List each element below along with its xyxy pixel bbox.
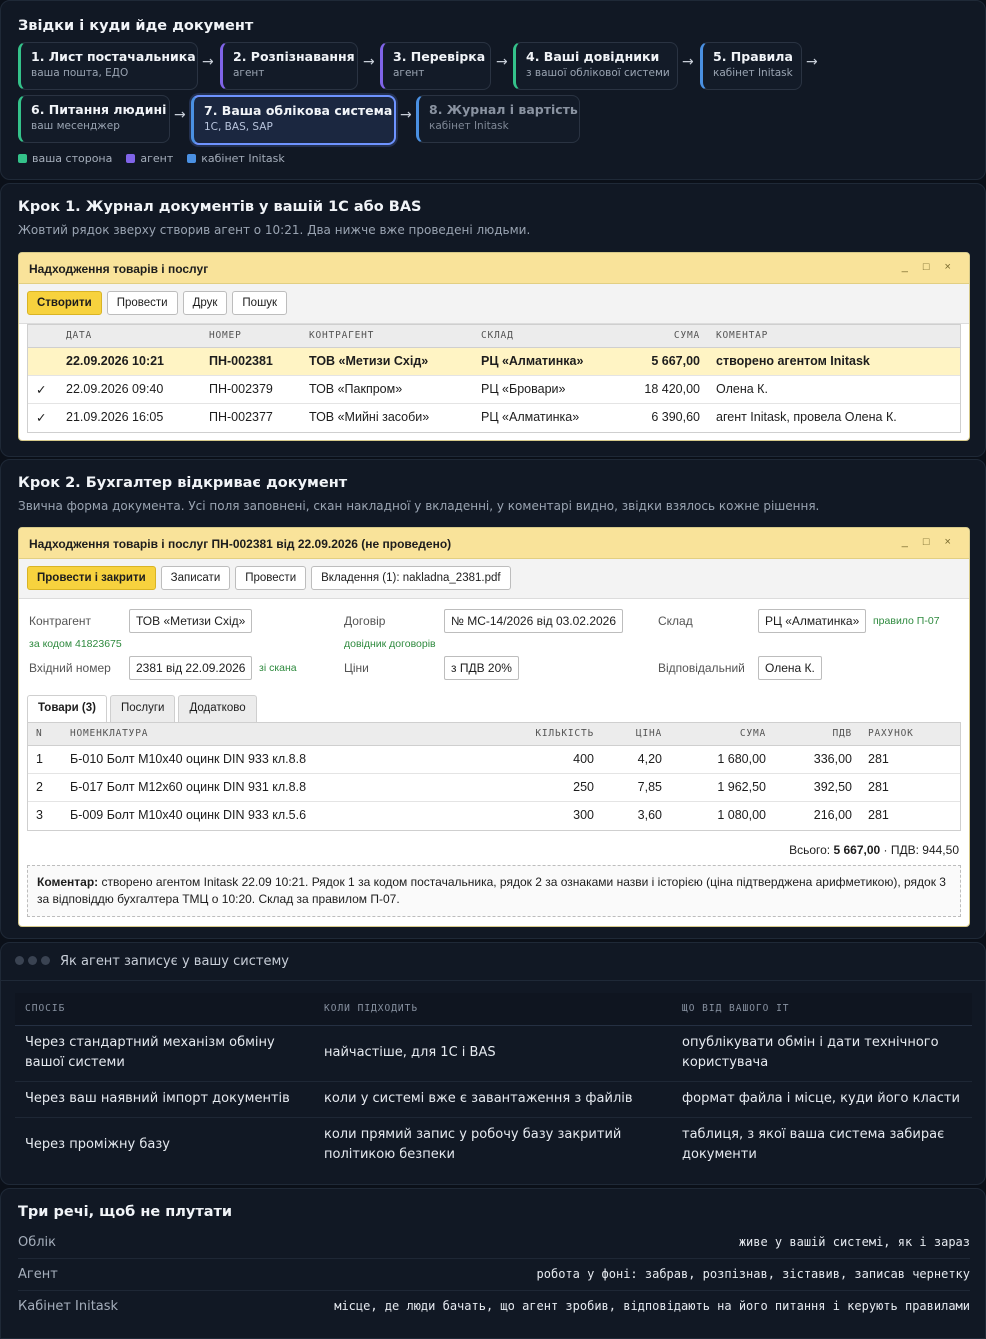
cell: 250 xyxy=(472,773,602,801)
col-header: РАХУНОК xyxy=(860,723,960,745)
post-button[interactable]: Провести xyxy=(235,566,306,590)
flow-node-sub: агент xyxy=(233,67,265,79)
post-and-close-button[interactable]: Провести і закрити xyxy=(27,566,156,590)
window-title: Надходження товарів і послуг _ □ × xyxy=(19,253,969,284)
step1-section xyxy=(0,183,986,457)
table-row[interactable] xyxy=(28,347,960,375)
toolbar xyxy=(19,284,969,324)
check-icon xyxy=(28,347,58,375)
search-button[interactable]: Пошук xyxy=(232,291,287,315)
flow-node-title: 3. Перевірка xyxy=(393,49,486,64)
three-key: Агент xyxy=(18,1267,58,1282)
col-header: НОМЕР xyxy=(201,325,301,347)
cell: формат файла і місце, куди його класти xyxy=(672,1081,972,1117)
print-button[interactable]: Друк xyxy=(183,291,228,315)
flow-node-sub: з вашої облікової системи xyxy=(526,67,670,79)
goods-table xyxy=(27,722,961,831)
flow-node-title: 8. Журнал і вартість xyxy=(429,102,578,117)
window-title: Надходження товарів і послуг ПН-002381 від 22.09.2026 (не проведено) _ □ × xyxy=(19,528,969,559)
cell: 1 xyxy=(28,745,62,773)
flow-node-sub: 1С, BAS, SAP xyxy=(204,121,273,133)
cell: 4,20 xyxy=(602,745,670,773)
write-methods-table xyxy=(15,993,972,1173)
cell: Через проміжну базу xyxy=(25,1137,170,1153)
flow-node-sub: кабінет Initask xyxy=(713,67,793,79)
cell: 18 420,00 xyxy=(603,375,708,403)
cell: 281 xyxy=(860,745,960,773)
flow-section xyxy=(0,0,986,180)
flow-node-title: 7. Ваша облікова система xyxy=(204,103,393,118)
col-header: КІЛЬКІСТЬ xyxy=(472,723,602,745)
cell: 6 390,60 xyxy=(651,410,700,425)
arrow-icon: → xyxy=(202,54,214,70)
table-row xyxy=(15,1117,972,1173)
tab-additional[interactable]: Додатково xyxy=(178,695,256,722)
cell: 216,00 xyxy=(813,808,852,823)
cell: Через ваш наявний імпорт документів xyxy=(15,1081,314,1117)
col-header: ЦІНА xyxy=(602,723,670,745)
cell: агент Initask, провела Олена К. xyxy=(716,410,897,425)
cell: 1 080,00 xyxy=(717,808,766,823)
flow-node-sub: ваш месенджер xyxy=(31,120,120,132)
flow-node-title: 4. Ваші довідники xyxy=(526,49,660,64)
journal-window xyxy=(18,252,970,441)
table-row[interactable] xyxy=(28,745,960,773)
flow-legend xyxy=(18,152,285,165)
cell: 1 962,50 xyxy=(670,773,774,801)
step2-subtitle: Звична форма документа. Усі поля заповнені, скан накладної у вкладенні, у коментарі видно, звідки взялось кожне рішення. xyxy=(18,499,820,513)
cell: Б-010 Болт М10х40 оцинк DIN 933 кл.8.8 xyxy=(62,745,472,773)
responsible-label: Відповідальний xyxy=(658,661,745,675)
col-header: КОНТРАГЕНТ xyxy=(301,325,473,347)
tab-services[interactable]: Послуги xyxy=(110,695,176,722)
legend-item: агент xyxy=(126,152,173,165)
tabs xyxy=(27,695,257,722)
flow-node-8[interactable] xyxy=(416,95,580,143)
three-item xyxy=(18,1291,970,1323)
table-row xyxy=(15,1081,972,1117)
step2-section xyxy=(0,459,986,939)
cell: ТОВ «Пакпром» xyxy=(301,375,473,403)
window-dot-icon xyxy=(15,956,24,965)
table-row[interactable] xyxy=(28,375,960,403)
flow-node-title: 1. Лист постачальника xyxy=(31,49,196,64)
document-total: Всього: 5 667,00 · ПДВ: 944,50 xyxy=(789,843,959,857)
cell: 300 xyxy=(573,808,594,823)
flow-node-6[interactable] xyxy=(18,95,170,143)
cell: опублікувати обмін і дати технічного користувача xyxy=(672,1025,972,1081)
prices-label: Ціни xyxy=(344,661,369,675)
flow-node-title: 2. Розпізнавання xyxy=(233,49,355,64)
step1-subtitle: Жовтий рядок зверху створив агент о 10:21. Два нижче вже проведені людьми. xyxy=(18,223,531,237)
flow-node-sub: ваша пошта, ЕДО xyxy=(31,67,129,79)
table-row[interactable] xyxy=(28,773,960,801)
window-dot-icon xyxy=(41,956,50,965)
flow-node-title: 5. Правила xyxy=(713,49,793,64)
counterparty-label: Контрагент xyxy=(29,614,92,628)
incoming-label: Вхідний номер xyxy=(29,661,111,675)
cell: ТОВ «Мийні засоби» xyxy=(309,410,430,425)
arrow-icon: → xyxy=(174,107,186,123)
counterparty-note: за кодом 41823675 xyxy=(29,638,122,650)
cell: РЦ «Алматинка» xyxy=(481,410,580,425)
three-value: місце, де люди бачать, що агент зробив, відповідають на його питання і керують правилами xyxy=(334,1299,970,1313)
responsible-field[interactable]: Олена К. xyxy=(758,656,822,680)
col-header: КОМЕНТАР xyxy=(708,325,960,347)
legend-item: кабінет Initask xyxy=(187,152,285,165)
write-section xyxy=(0,942,986,1185)
table-row xyxy=(15,1025,972,1081)
step1-title: Крок 1. Журнал документів у вашій 1С або BAS xyxy=(18,199,422,215)
cell: таблиця, з якої ваша система забирає документи xyxy=(682,1127,945,1163)
cell: 3,60 xyxy=(637,808,662,823)
cell: ПН-002381 xyxy=(201,347,301,375)
three-item xyxy=(18,1227,970,1259)
incoming-note: зі скана xyxy=(259,662,297,674)
arrow-icon: → xyxy=(400,107,412,123)
cell: 22.09.2026 09:40 xyxy=(58,375,201,403)
arrow-icon: → xyxy=(806,54,818,70)
window-dot-icon xyxy=(28,956,37,965)
col-header: СПОСІБ xyxy=(15,993,314,1025)
cell: 7,85 xyxy=(602,773,670,801)
flow-node-sub: агент xyxy=(393,67,425,79)
col-header: ЩО ВІД ВАШОГО ІТ xyxy=(672,993,972,1025)
cell: 22.09.2026 10:21 xyxy=(58,347,201,375)
cell: 400 xyxy=(472,745,602,773)
cell: 392,50 xyxy=(774,773,860,801)
cell: Через стандартний механізм обміну вашої системи xyxy=(15,1025,314,1081)
three-title: Три речі, щоб не плутати xyxy=(18,1204,233,1220)
three-item xyxy=(18,1259,970,1291)
three-key: Облік xyxy=(18,1235,57,1250)
cell: РЦ «Бровари» xyxy=(473,375,603,403)
arrow-icon: → xyxy=(363,54,375,70)
contract-label: Договір xyxy=(344,614,386,628)
arrow-icon: → xyxy=(682,54,694,70)
cell: ПН-002379 xyxy=(201,375,301,403)
cell: створено агентом Initask xyxy=(708,347,960,375)
cell: 3 xyxy=(36,808,43,823)
flow-node-1[interactable] xyxy=(18,42,198,90)
counterparty-field[interactable]: ТОВ «Метизи Схід» xyxy=(129,609,252,633)
cell: 5 667,00 xyxy=(603,347,708,375)
toolbar xyxy=(19,559,969,599)
col-header: КОЛИ ПІДХОДИТЬ xyxy=(314,993,672,1025)
create-button[interactable]: Створити xyxy=(27,291,102,315)
cell: РЦ «Алматинка» xyxy=(473,347,603,375)
col-header: СУМА xyxy=(603,325,708,347)
document-window xyxy=(18,527,970,927)
cell: 1 680,00 xyxy=(670,745,774,773)
col-header: НОМЕНКЛАТУРА xyxy=(62,723,472,745)
save-button[interactable]: Записати xyxy=(161,566,231,590)
contract-note: довідник договорів xyxy=(344,638,436,650)
flow-node-5[interactable] xyxy=(700,42,802,90)
col-header: СУМА xyxy=(670,723,774,745)
cell: 281 xyxy=(860,773,960,801)
cell: ПН-002377 xyxy=(209,410,273,425)
cell: 281 xyxy=(868,808,889,823)
warehouse-field[interactable]: РЦ «Алматинка» xyxy=(758,609,866,633)
col-header xyxy=(28,325,58,347)
prices-field[interactable]: з ПДВ 20% xyxy=(444,656,519,680)
flow-node-sub: кабінет Initask xyxy=(429,120,509,132)
arrow-icon: → xyxy=(496,54,508,70)
window-controls-icon[interactable]: _ □ × xyxy=(901,536,957,548)
warehouse-note: правило П-07 xyxy=(873,615,940,627)
step2-title: Крок 2. Бухгалтер відкриває документ xyxy=(18,475,348,491)
three-section xyxy=(0,1188,986,1339)
flow-node-7[interactable] xyxy=(191,95,396,145)
incoming-field[interactable]: 2381 від 22.09.2026 xyxy=(129,656,252,680)
cell: коли у системі вже є завантаження з файлів xyxy=(314,1081,672,1117)
col-header: ПДВ xyxy=(774,723,860,745)
col-header: N xyxy=(28,723,62,745)
cell: Б-009 Болт М10х40 оцинк DIN 933 кл.5.6 xyxy=(70,808,307,823)
three-key: Кабінет Initask xyxy=(18,1299,119,1314)
cell: Б-017 Болт М12х60 оцинк DIN 931 кл.8.8 xyxy=(62,773,472,801)
three-value: робота у фоні: забрав, розпізнав, зіставив, записав чернетку xyxy=(536,1267,970,1281)
col-header: ДАТА xyxy=(58,325,201,347)
comment-box: Коментар: створено агентом Initask 22.09 10:21. Рядок 1 за кодом постачальника, рядок 2 за ознаками назви і історією (ціна підтверджена арифметикою), рядок 3 за відповіддю бухгалтера ТМЦ о 10:20. Склад за правилом П-07. xyxy=(27,865,961,917)
flow-node-4[interactable] xyxy=(513,42,678,90)
cell: 21.09.2026 16:05 xyxy=(66,410,164,425)
flow-node-title: 6. Питання людині xyxy=(31,102,167,117)
flow-node-2[interactable] xyxy=(220,42,358,90)
cell: коли прямий запис у робочу базу закритий політикою безпеки xyxy=(324,1127,622,1163)
table-row[interactable] xyxy=(28,403,960,431)
cell: 336,00 xyxy=(774,745,860,773)
col-header: СКЛАД xyxy=(473,325,603,347)
check-icon: ✓ xyxy=(36,410,47,425)
contract-field[interactable]: № МС-14/2026 від 03.02.2026 xyxy=(444,609,623,633)
attachment-button[interactable]: Вкладення (1): nakladna_2381.pdf xyxy=(311,566,510,590)
cell: найчастіше, для 1С і BAS xyxy=(314,1025,672,1081)
journal-table xyxy=(27,324,961,433)
cell: Олена К. xyxy=(708,375,960,403)
check-icon: ✓ xyxy=(28,375,58,403)
table-row[interactable] xyxy=(28,801,960,829)
tab-goods[interactable]: Товари (3) xyxy=(27,695,107,722)
post-button[interactable]: Провести xyxy=(107,291,178,315)
flow-node-3[interactable] xyxy=(380,42,491,90)
cell: 2 xyxy=(28,773,62,801)
three-value: живе у вашій системі, як і зараз xyxy=(738,1235,970,1249)
cell: ТОВ «Метизи Схід» xyxy=(301,347,473,375)
window-controls-icon[interactable]: _ □ × xyxy=(901,261,957,273)
flow-title: Звідки і куди йде документ xyxy=(18,18,254,34)
write-header: Як агент записує у вашу систему xyxy=(1,943,985,981)
legend-item: ваша сторона xyxy=(18,152,112,165)
warehouse-label: Склад xyxy=(658,614,693,628)
